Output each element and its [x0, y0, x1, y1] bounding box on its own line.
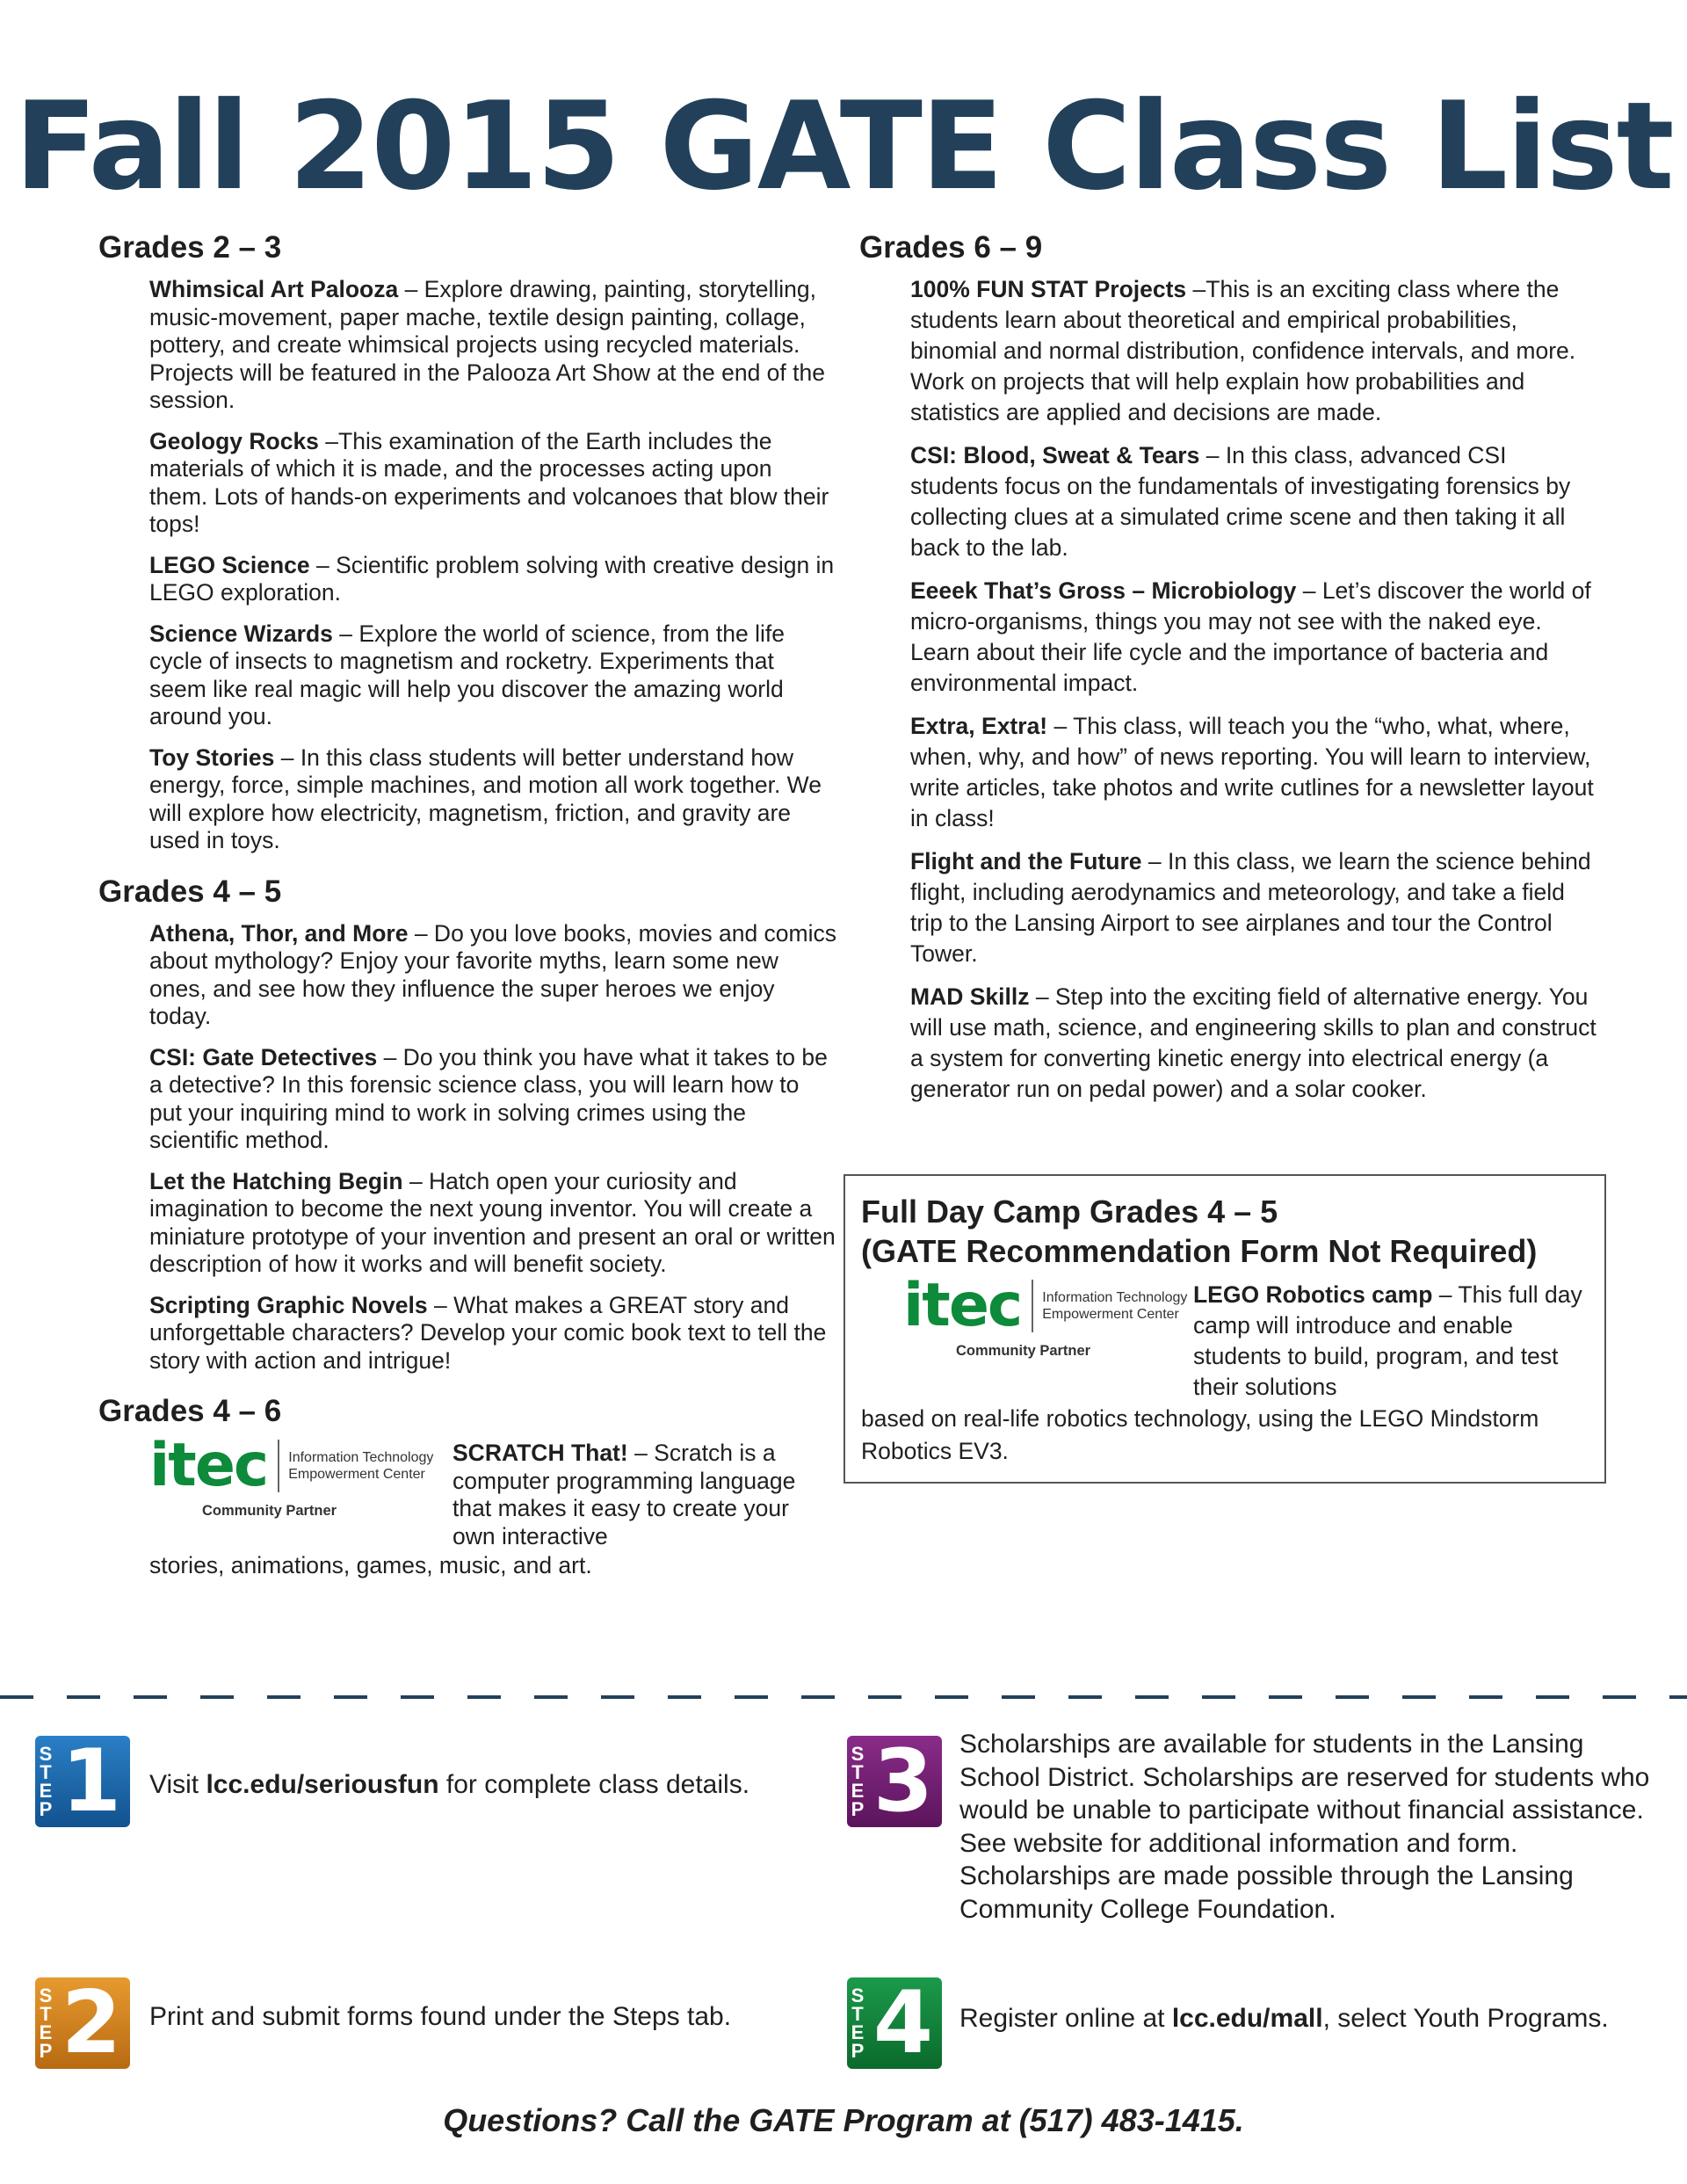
course-csi-gate-detectives [149, 1044, 836, 1155]
right-column [859, 230, 1597, 1117]
itec-logo-word: itec [903, 1280, 1033, 1332]
course-desc: – Explore drawing, painting, storytelling, music-movement, paper mache, textile design painting, collage, pottery, and create whimsical projects using recycled materials. Projects will be featured in the Palooza Art Show at the end of the session. [149, 276, 825, 413]
course-name: CSI: Gate Detectives [149, 1043, 378, 1070]
course-desc: – Explore the world of science, from the life cycle of insects to magnetism and rocketry. Experiments that seem like real magic will help you discover the amazing world around you. [149, 620, 785, 729]
course-name: Let the Hatching Begin [149, 1167, 403, 1194]
course-desc: – In this class students will better understand how energy, force, simple machines, and motion all work together. We will explore how electricity, magnetism, friction, and gravity are used in toys. [149, 744, 822, 853]
itec-sub-line1: Information Technology [1042, 1290, 1188, 1305]
course-desc: – In this class, we learn the science behind flight, including aerodynamics and meteorology, and take a field trip to the Lansing Airport to see airplanes and tour the Control Tower. [910, 848, 1591, 967]
step-letter: T [40, 2003, 52, 2025]
camp-title-line1: Full Day Camp Grades 4 – 5 [861, 1194, 1278, 1230]
course-name: Flight and the Future [910, 848, 1142, 874]
course-name: LEGO Robotics camp [1193, 1281, 1433, 1308]
step-letter: P [39, 1798, 53, 1820]
step-letter: T [40, 1761, 52, 1783]
course-name: LEGO Science [149, 551, 310, 578]
course-eeeek-microbiology [910, 576, 1597, 699]
scratch-course-row [149, 1431, 836, 1550]
course-science-wizards [149, 620, 836, 731]
course-scratch-that [453, 1440, 836, 1550]
course-athena-thor [149, 920, 836, 1031]
itec-sub-line2: Empowerment Center [1042, 1307, 1179, 1322]
course-name: Whimsical Art Palooza [149, 276, 399, 302]
course-name: CSI: Blood, Sweat & Tears [910, 442, 1200, 468]
step-letter: E [851, 1780, 865, 1802]
course-name: Toy Stories [149, 744, 275, 771]
step-4-pre: Register online at [959, 2004, 1172, 2033]
course-desc: – What makes a GREAT story and unforgettable characters? Develop your comic book text to tell the story with action and intrigue! [149, 1291, 827, 1374]
course-scripting-graphic-novels [149, 1292, 836, 1375]
step-letter: S [39, 1743, 53, 1765]
step-number: 3 [872, 1736, 932, 1827]
course-name: Geology Rocks [149, 427, 319, 454]
course-desc: – Hatch open your curiosity and imagination to become the next young inventor. You will create a miniature prototype of your invention and present an oral or written description of how it works and will benefit society. [149, 1167, 836, 1277]
course-extra-extra [910, 711, 1597, 834]
course-desc: – Scientific problem solving with creative design in LEGO exploration. [149, 551, 835, 606]
step-letter: P [851, 2040, 865, 2062]
step-letter: E [39, 1780, 53, 1802]
camp-title-line2: (GATE Recommendation Form Not Required) [861, 1233, 1538, 1269]
step-1-text [149, 1768, 749, 1802]
course-mad-skillz [910, 982, 1597, 1105]
grades-6-9-heading: Grades 6 – 9 [859, 230, 1043, 265]
course-hatching-begin [149, 1168, 836, 1279]
grades-4-6-heading: Grades 4 – 6 [98, 1394, 282, 1428]
page-title: Fall 2015 GATE Class List [14, 76, 1673, 217]
course-lego-science [149, 552, 836, 607]
community-partner-label: Community Partner [956, 1343, 1091, 1359]
dashed-divider [0, 1695, 1687, 1699]
course-geology-rocks [149, 428, 836, 539]
step-3-text: Scholarships are available for students in the Lansing School District. Scholarships are reserved for students who would be unable to participate without financial assistance. See website for additional information and form. Scholarships are made possible through the Lansing Community College Foundation. [959, 1730, 1650, 1924]
step-2-text: Print and submit forms found under the Steps tab. [149, 2002, 732, 2031]
course-scratch-continued: stories, animations, games, music, and art. [149, 1552, 592, 1578]
step-number: 4 [872, 1977, 932, 2069]
step-letter: S [851, 1984, 865, 2006]
community-partner-label: Community Partner [202, 1503, 337, 1519]
itec-logo [149, 1431, 453, 1550]
step-number: 1 [61, 1736, 120, 1827]
course-flight-future [910, 846, 1597, 969]
full-day-camp-box [844, 1174, 1606, 1484]
course-name: Eeeek That’s Gross – Microbiology [910, 577, 1297, 604]
step-letter: S [851, 1743, 865, 1765]
course-whimsical-art-palooza [149, 276, 836, 415]
step-1-badge [35, 1736, 130, 1827]
step-letter: P [851, 1798, 865, 1820]
footer-questions: Questions? Call the GATE Program at (517) 483-1415. [443, 2102, 1244, 2138]
itec-logo [903, 1271, 1193, 1403]
course-name: Science Wizards [149, 620, 333, 647]
course-name: Extra, Extra! [910, 713, 1048, 739]
grades-2-3-heading: Grades 2 – 3 [98, 230, 282, 265]
camp-course-row [903, 1271, 1589, 1403]
course-desc: –This is an exciting class where the students learn about theoretical and empirical probabilities, binomial and normal distribution, confidence intervals, and more. Work on projects that will help explain how probabilities and statistics are applied and decisions are made. [910, 276, 1576, 425]
mall-link[interactable]: lcc.edu/mall [1171, 2004, 1323, 2033]
step-letter: P [39, 2040, 53, 2062]
step-3-badge [847, 1736, 942, 1827]
step-2-badge [35, 1977, 130, 2069]
itec-logo-word: itec [149, 1440, 279, 1492]
course-fun-stat-projects [910, 274, 1597, 428]
step-letter: T [851, 2003, 864, 2025]
itec-logo-subtitle [1033, 1289, 1187, 1323]
course-toy-stories [149, 744, 836, 855]
left-column [98, 230, 836, 1593]
camp-course-continued: based on real-life robotics technology, using the LEGO Mindstorm Robotics EV3. [861, 1405, 1539, 1464]
course-desc: – This full day camp will introduce and enable students to build, program, and test their solutions [1193, 1281, 1582, 1400]
course-name: 100% FUN STAT Projects [910, 276, 1187, 302]
course-lego-robotics-camp [1193, 1280, 1589, 1403]
course-desc: – Do you love books, movies and comics about mythology? Enjoy your favorite myths, learn some new ones, and see how they influence the super heroes we enjoy today. [149, 919, 837, 1029]
seriousfun-link[interactable]: lcc.edu/seriousfun [206, 1770, 439, 1799]
course-name: MAD Skillz [910, 983, 1030, 1010]
step-4-text [959, 2002, 1609, 2035]
itec-logo-subtitle [279, 1449, 433, 1483]
step-letter: S [39, 1984, 53, 2006]
step-number: 2 [61, 1977, 120, 2069]
course-name: Scripting Graphic Novels [149, 1291, 428, 1318]
course-desc: –This examination of the Earth includes the materials of which it is made, and the processes acting upon them. Lots of hands-on experiments and volcanoes that blow their tops! [149, 427, 829, 537]
course-name: Athena, Thor, and More [149, 919, 409, 947]
course-desc: – Do you think you have what it takes to be a detective? In this forensic science class, you will learn how to put your inquiring mind to work in solving crimes using the scientific method. [149, 1043, 828, 1153]
grades-4-5-heading: Grades 4 – 5 [98, 874, 282, 909]
course-desc: – This class, will teach you the “who, what, where, when, why, and how” of news reporting. You will learn to interview, write articles, take photos and write cutlines for a newsletter layout in class! [910, 713, 1594, 831]
step-letter: E [39, 2021, 53, 2043]
itec-sub-line1: Information Technology [288, 1450, 434, 1465]
step-1-pre: Visit [149, 1770, 206, 1799]
step-letter: E [851, 2021, 865, 2043]
course-desc: – In this class, advanced CSI students focus on the fundamentals of investigating forensics by collecting clues at a simulated crime scene and then taking it all back to the lab. [910, 442, 1571, 561]
step-letter: T [851, 1761, 864, 1783]
itec-sub-line2: Empowerment Center [288, 1467, 425, 1482]
course-desc: – Scratch is a computer programming language that makes it easy to create your own interactive [453, 1440, 796, 1549]
step-1-post: for complete class details. [438, 1770, 750, 1799]
course-name: SCRATCH That! [453, 1440, 628, 1466]
course-csi-blood-sweat [910, 440, 1597, 563]
course-desc: – Let’s discover the world of micro-organisms, things you may not see with the naked eye. Learn about their life cycle and the importance of bacteria and environmental impact. [910, 577, 1591, 696]
step-4-badge [847, 1977, 942, 2069]
course-desc: – Step into the exciting field of alternative energy. You will use math, science, and engineering skills to plan and construct a system for converting kinetic energy into electrical energy (a generator run on pedal power) and a solar cooker. [910, 983, 1596, 1102]
step-4-post: , select Youth Programs. [1322, 2004, 1609, 2033]
